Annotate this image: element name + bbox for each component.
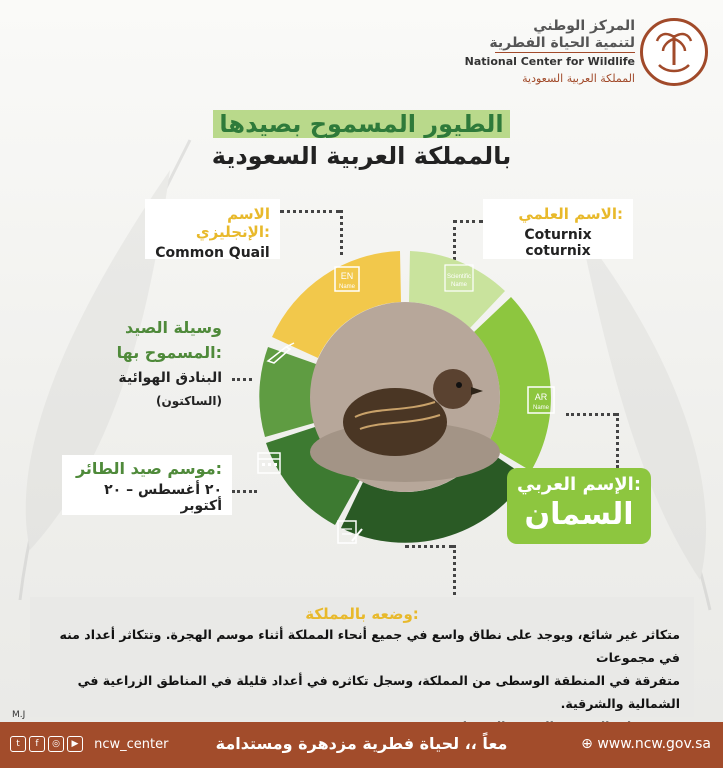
org-name-line1: المركز الوطني <box>533 18 635 34</box>
english-name-label: الاسم الإنجليزي: <box>195 205 270 241</box>
hunting-season-value: ٢٠ أغسطس – ٢٠ أكتوبر <box>104 482 222 514</box>
status-box <box>30 597 694 717</box>
palm-swords-icon <box>643 21 705 83</box>
instagram-icon[interactable]: ◎ <box>48 736 64 752</box>
status-line1: متكاثر غير شائع، ويوجد على نطاق واسع في جميع أنحاء المملكة أثناء موسم الهجرة. وتتكاثر أعداد منه في مجموعات <box>59 627 680 665</box>
org-name-arabic <box>489 18 635 52</box>
footer-website[interactable] <box>581 736 711 752</box>
ar-icon-text: AR <box>534 392 548 402</box>
scientific-name-value: Coturnix coturnix <box>524 227 592 259</box>
facebook-icon[interactable]: f <box>29 736 45 752</box>
hunting-method-label1: وسيلة الصيد <box>124 318 222 337</box>
en-icon-text: EN <box>340 271 354 281</box>
sci-icon-text: Scientific <box>446 274 472 280</box>
connector <box>453 545 456 600</box>
english-name-value: Common Quail <box>155 245 270 261</box>
footer <box>0 722 723 768</box>
status-line2: متفرقة في المنطقة الوسطى من المملكة، وسجل تكاثره في أعداد قليلة في المناطق الزراعية في الشمالية والشرقية. <box>77 673 680 711</box>
website-link[interactable]: www.ncw.gov.sa <box>597 736 711 752</box>
org-name-line2: لتنمية الحياة الفطرية <box>489 35 635 51</box>
credit-initials: M.J <box>12 710 26 720</box>
hunting-method-box <box>72 312 232 432</box>
status-heading: وضعه بالمملكة: <box>305 605 419 623</box>
org-name-english: National Center for Wildlife <box>464 55 635 68</box>
hunting-method-label2: المسموح بها: <box>116 343 222 362</box>
hunting-season-label: موسم صيد الطائر: <box>75 459 222 478</box>
hunting-method-value1: البنادق الهوائية <box>118 370 222 386</box>
connector <box>280 210 340 213</box>
org-divider <box>495 52 635 53</box>
org-country: المملكة العربية السعودية <box>522 72 635 85</box>
title-line1-text: الطيور المسموح بصيدها <box>213 110 509 138</box>
connector <box>453 220 483 223</box>
arabic-name-value: السمان <box>524 497 634 532</box>
twitter-icon[interactable]: t <box>10 736 26 752</box>
feather-right-decoration <box>560 200 723 620</box>
ncw-logo <box>640 18 708 86</box>
connector <box>616 413 619 468</box>
connector <box>566 413 616 416</box>
title-line2: بالمملكة العربية السعودية <box>211 142 512 170</box>
sci-icon-subtext: Name <box>450 282 468 288</box>
arabic-name-card <box>507 468 651 544</box>
scientific-name-label: الاسم العلمي: <box>518 205 623 223</box>
title-line1 <box>0 110 723 138</box>
ar-icon-subtext: Name <box>532 405 550 411</box>
youtube-icon[interactable]: ▶ <box>67 736 83 752</box>
globe-icon: ⊕ <box>581 736 593 752</box>
hunting-season-box <box>62 455 232 515</box>
hunting-method-value2: (الساكتون) <box>156 394 222 408</box>
arabic-name-label: الإسم العربي: <box>516 474 642 495</box>
en-icon-subtext: Name <box>338 284 356 290</box>
footer-slogan: معاً ،، لحياة فطرية مزدهرة ومستدامة <box>215 734 508 753</box>
social-handle[interactable]: ncw_center <box>94 736 169 752</box>
